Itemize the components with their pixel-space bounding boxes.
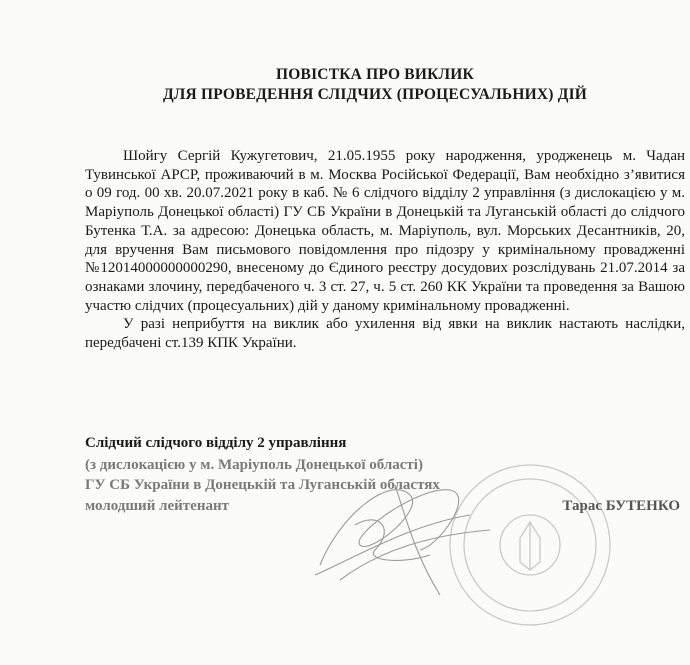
signer-position-line3: ГУ СБ України в Донецькій та Луганській областях — [85, 477, 440, 493]
document-title-line1: ПОВІСТКА ПРО ВИКЛИК — [276, 66, 474, 83]
signer-rank: молодший лейтенант — [85, 498, 229, 514]
body-paragraph-1: Шойгу Сергій Кужугетович, 21.05.1955 року народження, уродженець м. Чадан Тувинської АРСР, проживаючий в м. Москва Російської Федерації, Вам необхідно з’явитися о 09 год. 00 хв. 20.07.2021 року в каб. № 6 слідчого відділу 2 управління (з дислокацією у м. Маріуполь Донецької області) ГУ СБ України в Донецькій та Луганській області до слідчого Бутенка Т.А. за адресою: Донецька область, м. Маріуполь, вул. Морських Десантників, 20, для вручення Вам письмового повідомлення про підозру у кримінальному провадженні №12014000000000290, внесеному до Єдиного реєстру досудових розслідувань 21.07.2014 за ознаками злочину, передбаченого ч. 3 ст. 27, ч. 5 ст. 260 КК України та проведення за Вашою участю слідчих (процесуальних) дій у даному кримінальному провадженні. — [85, 148, 685, 314]
document-body — [85, 147, 685, 353]
document-title-line2: ДЛЯ ПРОВЕДЕННЯ СЛІДЧИХ (ПРОЦЕСУАЛЬНИХ) ДІЙ — [162, 86, 588, 103]
signer-name: Тарас БУТЕНКО — [562, 498, 680, 514]
signer-position-line2: (з дислокацією у м. Маріуполь Донецької області) — [85, 457, 423, 473]
body-paragraph-2: У разі неприбуття на виклик або ухилення від явки на виклик настають наслідки, передбачені ст.139 КПК України. — [85, 316, 685, 352]
signer-position-line1: Слідчий слідчого відділу 2 управління — [85, 435, 347, 451]
